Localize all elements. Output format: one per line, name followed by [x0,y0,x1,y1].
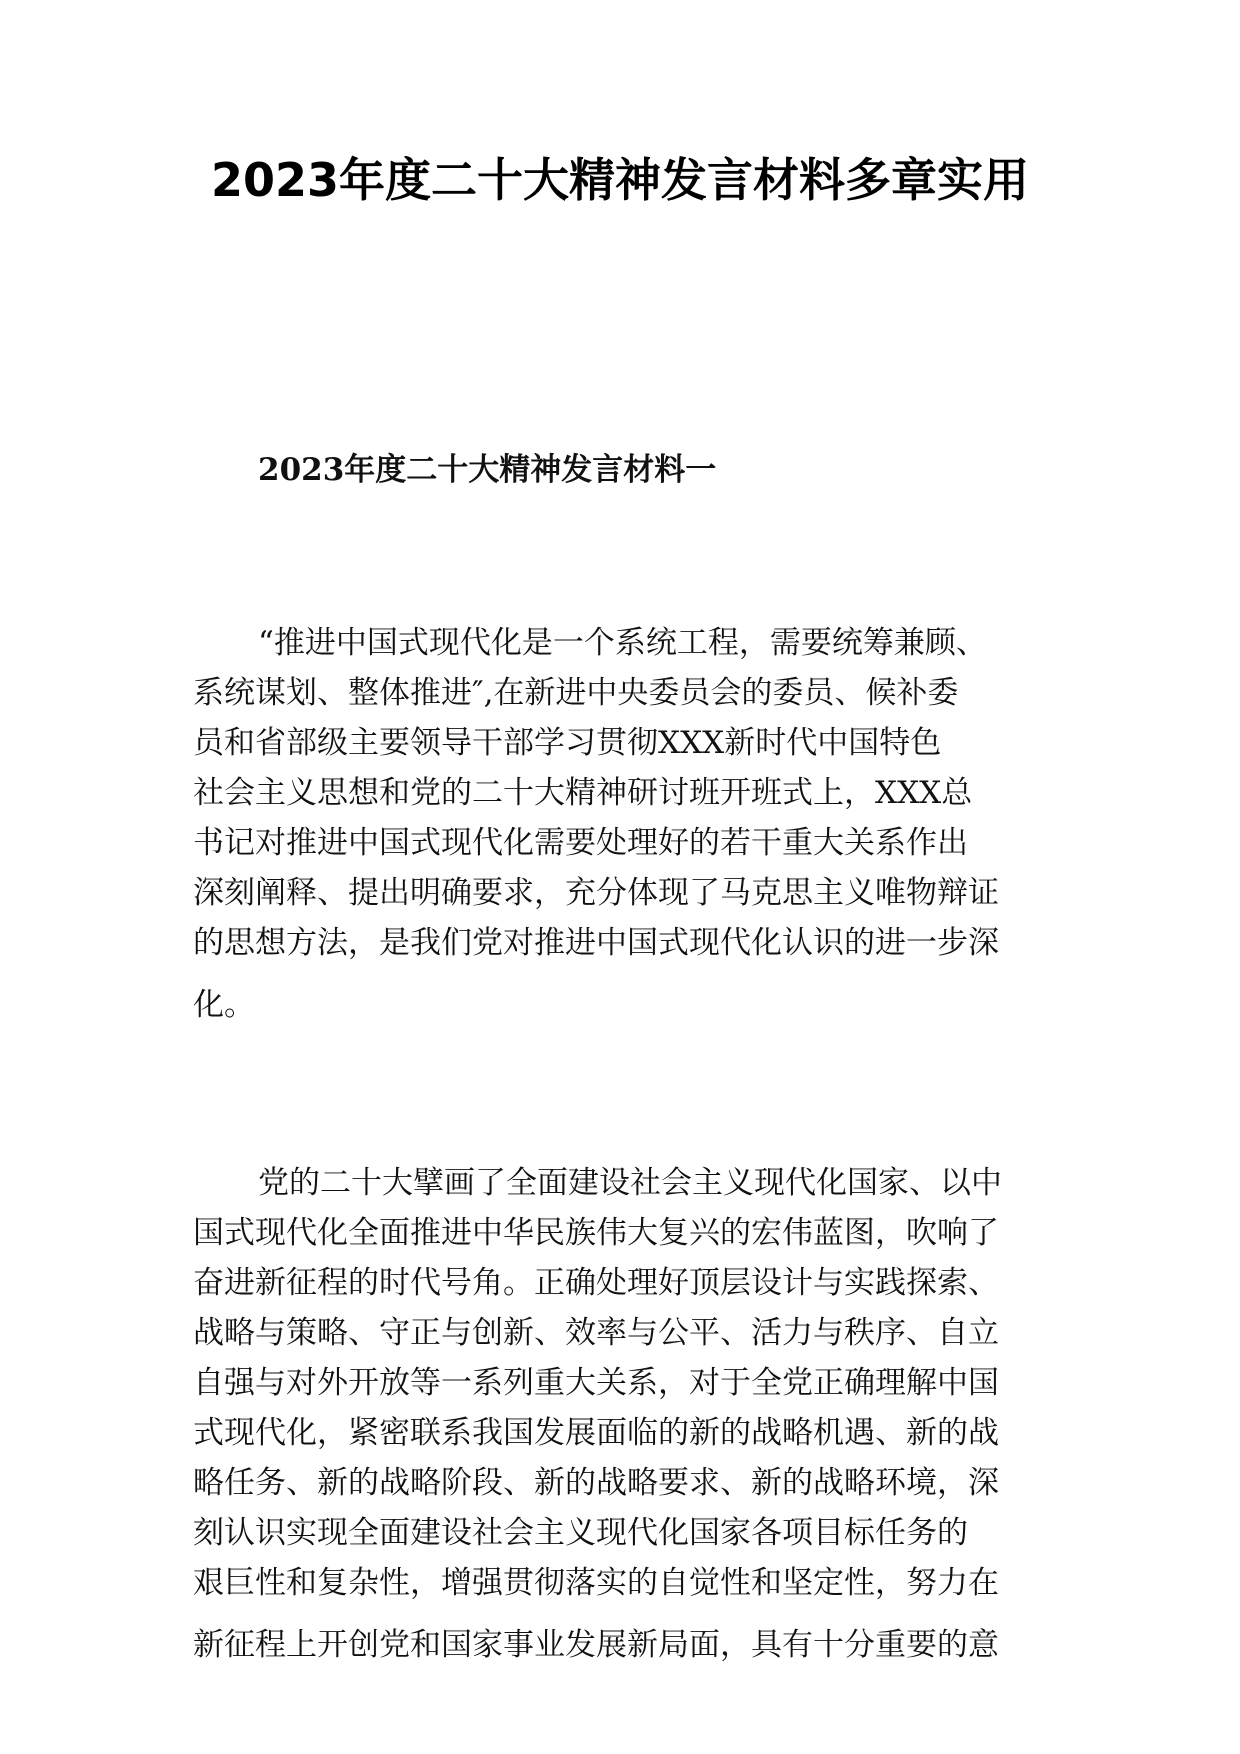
paragraph-line: 员和省部级主要领导干部学习贯彻XXX新时代中国特色 [193,725,942,761]
paragraph-line: 的思想方法，是我们党对推进中国式现代化认识的进一步深 [193,925,999,961]
paragraph-line: “推进中国式现代化是一个系统工程，需要统筹兼顾、 [258,625,987,661]
paragraph-line: 略任务、新的战略阶段、新的战略要求、新的战略环境，深 [193,1465,999,1501]
paragraph-line: 自强与对外开放等一系列重大关系，对于全党正确理解中国 [193,1365,999,1401]
paragraph-line: 式现代化，紧密联系我国发展面临的新的战略机遇、新的战 [193,1415,999,1451]
paragraph-line: 党的二十大擘画了全面建设社会主义现代化国家、以中 [258,1165,1002,1201]
paragraph-line: 书记对推进中国式现代化需要处理好的若干重大关系作出 [193,825,968,861]
body-paragraph-1 [193,618,1053,1030]
paragraph-line: 化。 [193,987,255,1023]
paragraph-line: 国式现代化全面推进中华民族伟大复兴的宏伟蓝图，吹响了 [193,1215,999,1251]
section-heading: 2023年度二十大精神发言材料一 [258,452,717,488]
paragraph-line: 艰巨性和复杂性，增强贯彻落实的自觉性和坚定性，努力在 [193,1565,999,1601]
paragraph-line: 新征程上开创党和国家事业发展新局面，具有十分重要的意 [193,1627,999,1663]
paragraph-line: 深刻阐释、提出明确要求，充分体现了马克思主义唯物辩证 [193,875,999,911]
paragraph-line: 系统谋划、整体推进″,在新进中央委员会的委员、候补委 [193,675,959,711]
paragraph-line: 战略与策略、守正与创新、效率与公平、活力与秩序、自立 [193,1315,999,1351]
paragraph-line: 刻认识实现全面建设社会主义现代化国家各项目标任务的 [193,1515,968,1551]
paragraph-line: 社会主义思想和党的二十大精神研讨班开班式上，XXX总 [193,775,973,811]
document-title: 2023年度二十大精神发言材料多章实用 [210,153,1030,207]
body-paragraph-2 [193,1158,1053,1670]
paragraph-line: 奋进新征程的时代号角。正确处理好顶层设计与实践探索、 [193,1265,999,1301]
